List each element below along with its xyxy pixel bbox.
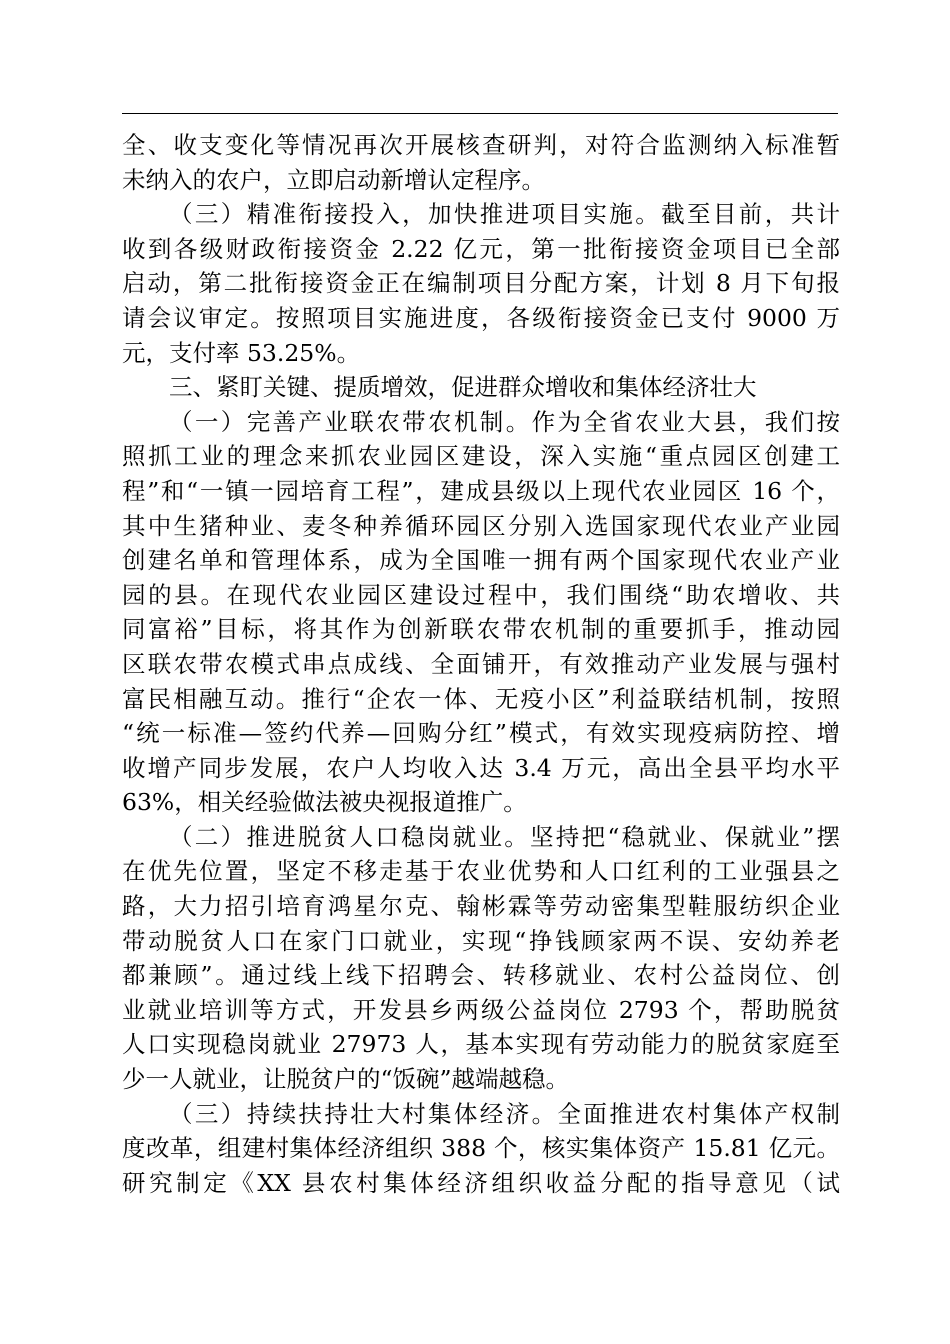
text-line: 其中生猪种业、麦冬种养循环园区分别入选国家现代农业产业园 [122, 511, 840, 540]
text-line: 同富裕”目标，将其作为创新联农带农机制的重要抓手，推动园 [122, 615, 840, 644]
document-body [122, 128, 840, 1200]
text-line: 收到各级财政衔接资金 2.22 亿元，第一批衔接资金项目已全部 [122, 234, 840, 263]
text-line: 度改革，组建村集体经济组织 388 个，核实集体资产 15.81 亿元。 [122, 1134, 840, 1163]
text-line: 都兼顾”。通过线上线下招聘会、转移就业、农村公益岗位、创 [122, 961, 840, 990]
text-line: 照抓工业的理念来抓农业园区建设，深入实施“重点园区创建工 [122, 442, 840, 471]
text-line: 富民相融互动。推行“企农一体、无疫小区”利益联结机制，按照 [122, 684, 840, 713]
text-line: 园的县。在现代农业园区建设过程中，我们围绕“助农增收、共 [122, 580, 840, 609]
text-line: 带动脱贫人口在家门口就业，实现“挣钱顾家两不误、安幼养老 [122, 926, 840, 955]
text-line: 请会议审定。按照项目实施进度，各级衔接资金已支付 9000 万 [122, 303, 840, 332]
text-line: 创建名单和管理体系，成为全国唯一拥有两个国家现代农业产业 [122, 546, 840, 575]
text-line: （三）精准衔接投入，加快推进项目实施。截至目前，共计 [169, 200, 840, 229]
text-line: “统一标准—签约代养—回购分红”模式，有效实现疫病防控、增 [122, 719, 840, 748]
text-line: 63%，相关经验做法被央视报道推广。 [122, 788, 527, 817]
text-line: 区联农带农模式串点成线、全面铺开，有效推动产业发展与强村 [122, 649, 840, 678]
text-line: 全、收支变化等情况再次开展核查研判，对符合监测纳入标准暂 [122, 131, 840, 159]
text-line: 业就业培训等方式，开发县乡两级公益岗位 2793 个，帮助脱贫 [122, 995, 840, 1024]
text-line: 启动，第二批衔接资金正在编制项目分配方案，计划 8 月下旬报 [122, 269, 840, 298]
text-line: 三、紧盯关键、提质增效，促进群众增收和集体经济壮大 [169, 373, 757, 402]
text-line: 程”和“一镇一园培育工程”，建成县级以上现代农业园区 16 个， [122, 476, 840, 505]
text-line: （一）完善产业联农带农机制。作为全省农业大县，我们按 [169, 407, 840, 436]
header-rule [122, 113, 838, 114]
text-line: 人口实现稳岗就业 27973 人，基本实现有劳动能力的脱贫家庭至 [122, 1030, 840, 1059]
text-line: 未纳入的农户，立即启动新增认定程序。 [122, 165, 545, 194]
text-line: （三）持续扶持壮大村集体经济。全面推进农村集体产权制 [169, 1099, 840, 1128]
text-line: （二）推进脱贫人口稳岗就业。坚持把“稳就业、保就业”摆 [169, 822, 840, 851]
text-line: 在优先位置，坚定不移走基于农业优势和人口红利的工业强县之 [122, 857, 840, 886]
text-line: 元，支付率 53.25%。 [122, 338, 361, 367]
text-line: 路，大力招引培育鸿星尔克、翰彬霖等劳动密集型鞋服纺织企业 [122, 892, 840, 921]
text-line: 少一人就业，让脱贫户的“饭碗”越端越稳。 [122, 1065, 570, 1094]
text-line: 研究制定《XX 县农村集体经济组织收益分配的指导意见（试 [122, 1168, 840, 1197]
text-line: 收增产同步发展，农户人均收入达 3.4 万元，高出全县平均水平 [122, 753, 840, 782]
